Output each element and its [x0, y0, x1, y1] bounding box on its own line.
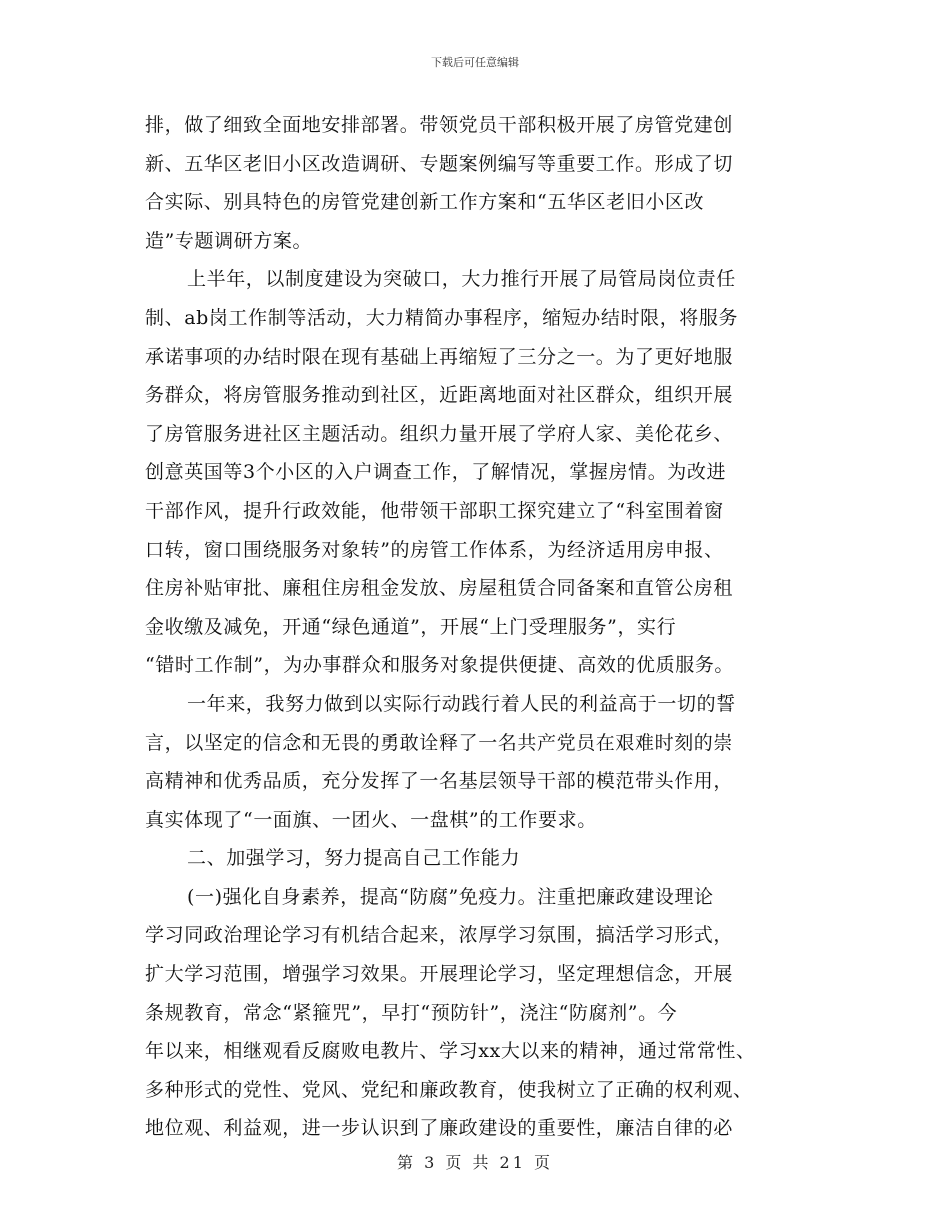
text-line: 学习同政治理论学习有机结合起来，浓厚学习氛围，搞活学习形式， [145, 924, 734, 947]
text-line: 务群众，将房管服务推动到社区，近距离地面对社区群众，组织开展 [145, 384, 734, 407]
text-line: 口转，窗口围绕服务对象转”的房管工作体系，为经济适用房申报、 [145, 538, 724, 561]
page-header: 下载后可任意编辑 [431, 56, 519, 69]
text-line: 干部作风，提升行政效能，他带领干部职工探究建立了“科室围着窗 [145, 499, 724, 522]
paragraph-start: (一)强化自身素养，提高“防腐”免疫力。注重把廉政建设理论 [187, 885, 714, 908]
text-line: 制、ab岗工作制等活动，大力精简办事程序，缩短办结时限，将服务 [145, 306, 739, 329]
section-heading: 二、加强学习，努力提高自己工作能力 [187, 847, 521, 870]
text-line: 地位观、利益观，进一步认识到了廉政建设的重要性，廉洁自律的必 [145, 1117, 734, 1140]
text-line: 承诺事项的办结时限在现有基础上再缩短了三分之一。为了更好地服 [145, 345, 734, 368]
body-text [145, 106, 817, 1148]
text-line: 条规教育，常念“紧箍咒”，早打“预防针”，浇注“防腐剂”。今 [145, 1001, 678, 1024]
text-line: 高精神和优秀品质，充分发挥了一名基层领导干部的模范带头作用， [145, 770, 734, 793]
text-line: 了房管服务进社区主题活动。组织力量开展了学府人家、美伦花乡、 [145, 422, 734, 445]
text-line: 新、五华区老旧小区改造调研、专题案例编写等重要工作。形成了切 [145, 152, 734, 175]
text-line: 扩大学习范围，增强学习效果。开展理论学习，坚定理想信念，开展 [145, 963, 734, 986]
paragraph-start: 一年来，我努力做到以实际行动践行着人民的利益高于一切的誓 [187, 692, 736, 715]
text-line: “错时工作制”，为办事群众和服务对象提供便捷、高效的优质服务。 [145, 654, 735, 677]
text-line: 言，以坚定的信念和无畏的勇敢诠释了一名共产党员在艰难时刻的崇 [145, 731, 734, 754]
text-line: 合实际、别具特色的房管党建创新工作方案和“五华区老旧小区改 [145, 191, 705, 214]
text-line: 真实体现了“一面旗、一团火、一盘棋”的工作要求。 [145, 808, 597, 831]
text-line: 金收缴及减免，开通“绿色通道”，开展“上门受理服务”，实行 [145, 615, 677, 638]
paragraph-start: 上半年，以制度建设为突破口，大力推行开展了局管局岗位责任 [187, 268, 736, 291]
text-line: 年以来，相继观看反腐败电教片、学习xx大以来的精神，通过常常性、 [145, 1040, 756, 1063]
text-line: 造”专题调研方案。 [145, 229, 313, 252]
text-line: 创意英国等3个小区的入户调查工作，了解情况，掌握房情。为改进 [145, 461, 727, 484]
text-line: 排，做了细致全面地安排部署。带领党员干部积极开展了房管党建创 [145, 114, 734, 136]
page-footer: 第 3 页 共 21 页 [397, 1153, 553, 1172]
text-line: 住房补贴审批、廉租住房租金发放、房屋租赁合同备案和直管公房租 [145, 577, 734, 600]
text-line: 多种形式的党性、党风、党纪和廉政教育，使我树立了正确的权利观、 [145, 1078, 753, 1101]
